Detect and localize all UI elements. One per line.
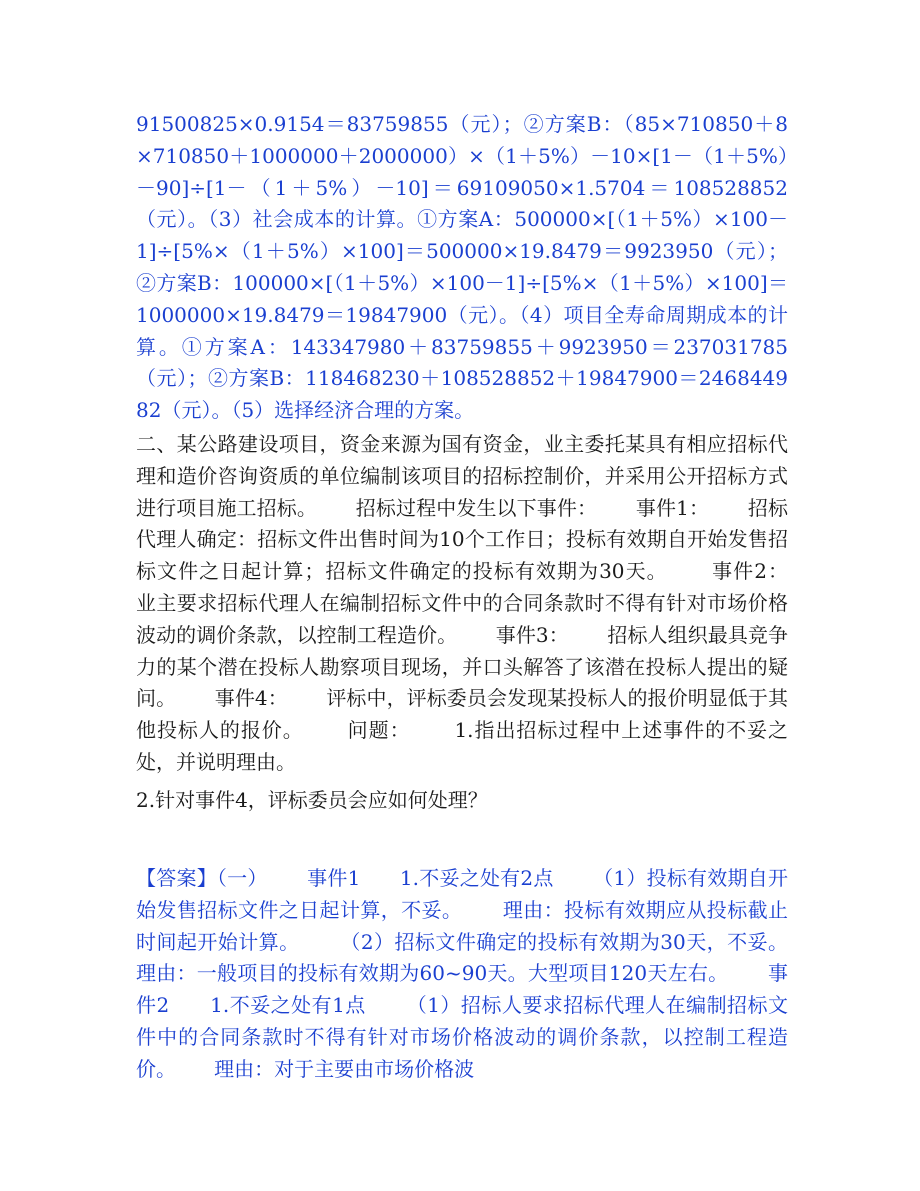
- question-paragraph: 二、某公路建设项目，资金来源为国有资金，业主委托某具有相应招标代理和造价咨询资质的单位编制该项目的招标控制价，并采用公开招标方式进行项目施工招标。 招标过程中发生以下事件： 事件1： 招标代理人确定：招标文件出售时间为10个工作日；投标有效期自开始发售招标文件之日起计算；招标文件确定的投标有效期为30天。 事件2： 业主要求招标代理人在编制招标文件中的合同条款时不得有针对市场价格波动的调价条款，以控制工程造价。 事件3： 招标人组织最具竞争力的某个潜在投标人勘察项目现场，并口头解答了该潜在投标人提出的疑问。 事件4： 评标中，评标委员会发现某投标人的报价明显低于其他投标人的报价。 问题： 1.指出招标过程中上述事件的不妥之处，并说明理由。: [136, 432, 827, 774]
- answer-paragraph: 【答案】（一） 事件1 1.不妥之处有2点 （1）投标有效期自开始发售招标文件之日起计算，不妥。 理由：投标有效期应从投标截止时间起开始计算。 （2）招标文件确定的投标有效期为30天，不妥。 理由：一般项目的投标有效期为60~90天。大型项目120天左右。 事件2 1.不妥之处有1点 （1）招标人要求招标代理人在编制招标文件中的合同条款时不得有针对市场价格波动的调价条款，以控制工程造价。 理由：对于主要由市场价格波: [136, 866, 827, 1081]
- calculation-paragraph: 91500825×0.9154＝83759855（元）；②方案B：（85×710850＋8×710850＋1000000＋2000000）×（1＋5%）－10×[1－（1＋5%）－90]÷[1－（1＋5%）－10]＝69109050×1.5704＝108528852（元）。（3）社会成本的计算。①方案A：500000×[（1＋5%）×100－1]÷[5%×（1＋5%）×100]＝500000×19.8479＝9923950（元）；②方案B：100000×[（1＋5%）×100－1]÷[5%×（1＋5%）×100]＝1000000×19.8479＝19847900（元）。（4）项目全寿命周期成本的计算。①方案A：143347980＋83759855＋9923950＝237031785（元）；②方案B：118468230＋108528852＋19847900＝246844982（元）。（5）选择经济合理的方案。: [136, 112, 788, 423]
- question-2-line: 2.针对事件4，评标委员会应如何处理？: [136, 788, 488, 812]
